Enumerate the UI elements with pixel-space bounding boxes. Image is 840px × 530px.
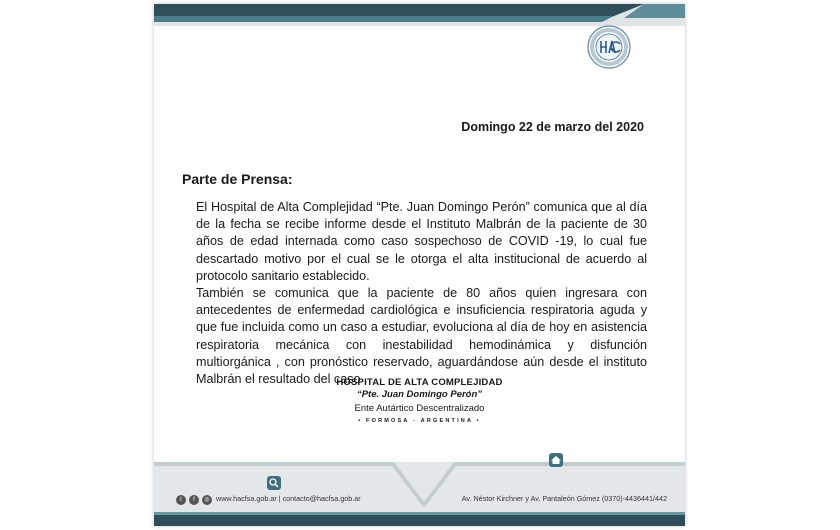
document-date: Domingo 22 de marzo del 2020 [461, 120, 644, 134]
press-release-document [154, 4, 685, 526]
header-band [154, 4, 685, 26]
footer-contact[interactable]: www.hacfsa.gob.ar | contacto@hacfsa.gob.ar [216, 494, 361, 503]
signature-location: • FORMOSA - ARGENTINA • [358, 418, 481, 424]
instagram-icon[interactable]: ◎ [202, 495, 212, 505]
signature-institution: HOSPITAL DE ALTA COMPLEJIDAD [336, 377, 503, 388]
signature-entity: Ente Autártico Descentralizado [354, 403, 485, 414]
signature-name: “Pte. Juan Domingo Perón” [356, 389, 483, 400]
footer-address: Av. Néstor Kirchner y Av. Pantaleón Gómez (0370)-4436441/442 [461, 494, 667, 503]
home-icon[interactable] [549, 453, 563, 467]
hospital-logo-icon [587, 25, 631, 69]
document-body [196, 199, 647, 388]
document-title: Parte de Prensa: [182, 171, 293, 187]
signature-block [154, 377, 685, 424]
twitter-icon[interactable]: t [176, 495, 186, 505]
body-paragraph: El Hospital de Alta Complejidad “Pte. Juan Domingo Perón” comunica que al día de la fecha se recibe informe desde el Instituto Malbrán de la paciente de 30 años de edad internada como caso sospechoso de COVID -19, lo cual fue descartado motivo por el cual se le otorga el alta institucional de acuerdo al protocolo sanitario establecido. [196, 200, 647, 283]
search-icon[interactable] [267, 476, 281, 490]
body-paragraph: También se comunica que la paciente de 80 años quien ingresara con antecedentes de enfermedad cardiológica e insuficiencia respiratoria aguda y que fue incluida como un caso a estudiar, evoluciona al día de hoy en asistencia respiratoria mecánica con inestabilidad hemodinámica y disfunción multiorgánica , con pronóstico reservado, aguardándose aún desde el instituto Malbrán el resultado del caso . [196, 286, 647, 387]
facebook-icon[interactable]: f [189, 495, 199, 505]
